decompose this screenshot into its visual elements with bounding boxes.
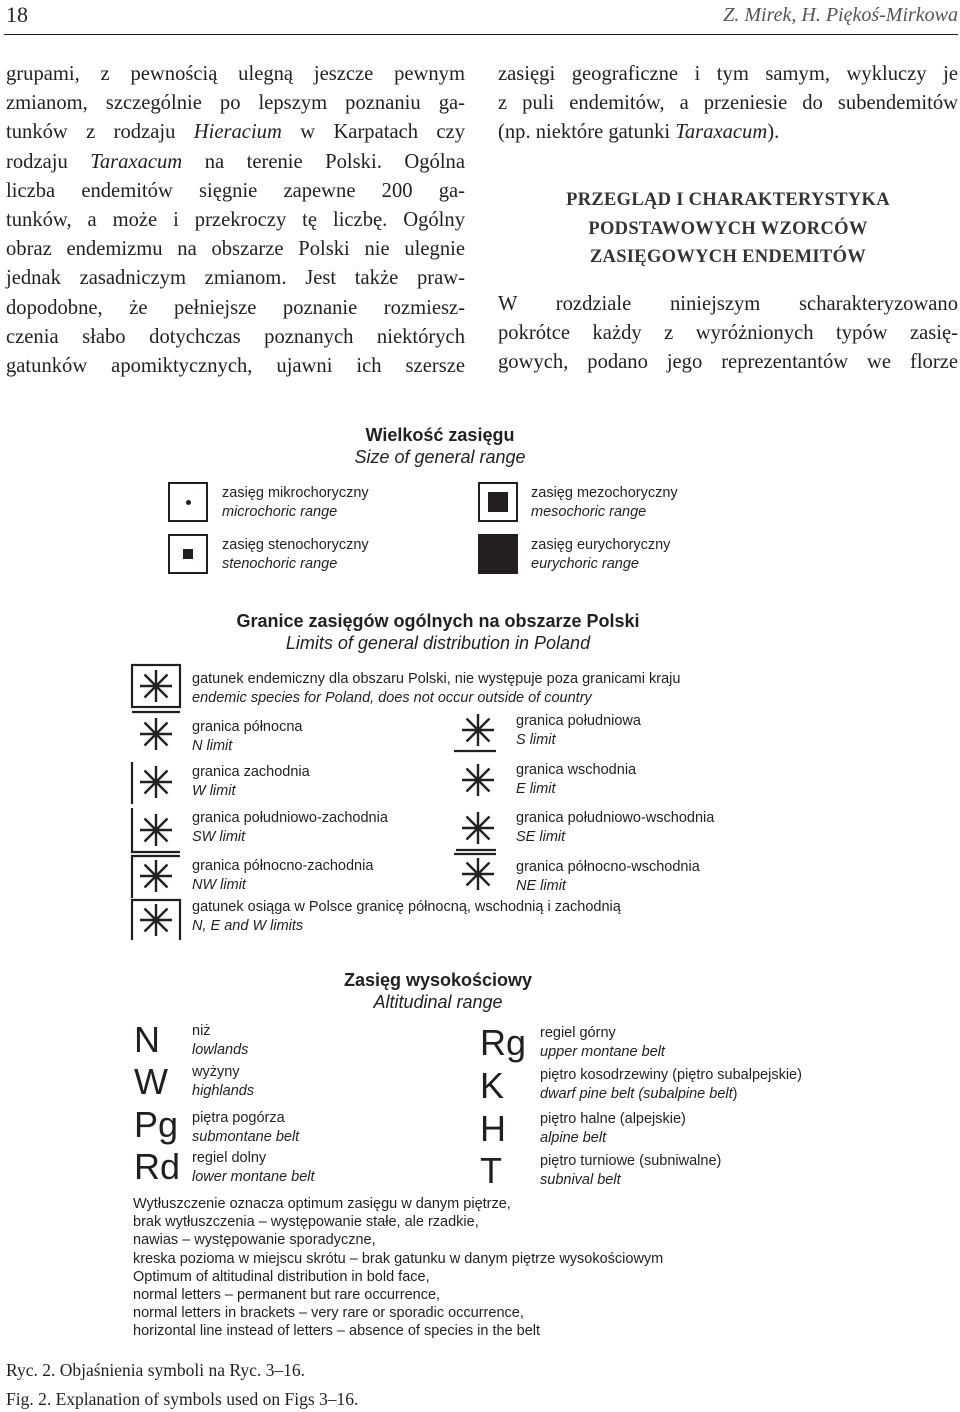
alt-legend-k: piętro kosodrzewiny (piętro subalpejskie) dwarf pine belt (subalpine belt)	[540, 1067, 802, 1102]
legend-s-limit: granica południowa S limit	[516, 713, 641, 748]
box-large-square-icon	[478, 482, 518, 522]
legend-w-limit: granica zachodnia W limit	[192, 764, 310, 799]
section-heading-line: PODSTAWOWYCH WZORCÓW	[588, 218, 868, 239]
legend-nw-limit: granica północno-zachodnia NW limit	[192, 858, 374, 893]
text-line: grupami, z pewnością ulegną jeszcze pewnym	[6, 63, 465, 85]
text-line: zasięgi geograficzne i tym samym, wykluczy je	[498, 63, 958, 85]
section-heading-line: ZASIĘGOWYCH ENDEMITÓW	[589, 247, 867, 267]
alt-code-t: T	[480, 1150, 502, 1191]
legend-microchoric-en: microchoric range	[222, 503, 338, 520]
alt-legend-pg: piętra pogórza submontane belt	[192, 1110, 300, 1145]
legend-se-limit: granica południowo-wschodnia SE limit	[516, 810, 715, 845]
legend-sw-limit: granica południowo-zachodnia SW limit	[192, 810, 388, 845]
altitude-title	[280, 969, 596, 1013]
text-line: obraz endemizmu na obszarze Polski nie ulegnie	[6, 238, 465, 261]
alt-code-h: H	[480, 1108, 506, 1149]
endemic-star-icon	[132, 665, 180, 707]
range-size-title-pl: Wielkość zasięgu	[365, 425, 515, 445]
header-rule	[4, 34, 958, 35]
text-line: tunków, a może i przekroczy tę liczbę. Ogólny	[6, 209, 465, 232]
range-size-title	[290, 424, 590, 468]
ne-limit-star-icon	[454, 854, 496, 896]
section-heading	[498, 186, 958, 272]
running-head: Z. Mirek, H. Piękoś-Mirkowa	[723, 4, 958, 26]
box-small-square-icon	[168, 534, 208, 574]
text-line: zmianom, szczególnie po lepszym poznaniu ga-	[6, 92, 465, 115]
new-limits-star-icon	[132, 900, 180, 940]
page-number: 18	[6, 2, 28, 27]
e-limit-star-icon	[462, 758, 496, 802]
legend-microchoric-pl: zasięg mikrochoryczny	[222, 485, 369, 501]
legend-stenochoric-pl: zasięg stenochoryczny	[222, 537, 369, 553]
sw-limit-star-icon	[132, 808, 180, 852]
w-limit-star-icon	[132, 762, 172, 804]
nw-limit-star-icon	[132, 856, 180, 898]
alt-legend-w: wyżyny highlands	[192, 1064, 255, 1099]
limits-title	[180, 610, 696, 654]
filled-square-icon	[478, 534, 518, 574]
legend-endemic	[192, 670, 680, 707]
text-line: gatunków apomiktycznych, ujawni ich szersze	[6, 355, 465, 378]
alt-code-pg: Pg	[134, 1104, 179, 1145]
alt-legend-t: piętro turniowe (subniwalne) subnival belt	[540, 1153, 722, 1188]
text-line: rodzaju Taraxacum na terenie Polski. Ogólna	[6, 150, 465, 173]
legend-new-limits: gatunek osiąga w Polsce granicę północną, wschodnią i zachodnią N, E and W limits	[192, 899, 621, 934]
section-body	[498, 290, 958, 378]
s-limit-star-icon	[454, 714, 496, 751]
left-column	[6, 60, 465, 381]
alt-code-k: K	[480, 1065, 505, 1106]
text-line: tunków z rodzaju Hieracium w Karpatach czy	[6, 121, 465, 144]
legend-mesochoric-en: mesochoric range	[531, 503, 647, 520]
text-line: czenia słabo dotychczas poznanych niektórych	[6, 325, 465, 348]
alt-legend-n: niż lowlands	[192, 1023, 249, 1058]
alt-code-w: W	[134, 1061, 168, 1102]
legend-stenochoric-en: stenochoric range	[222, 555, 338, 572]
alt-code-n: N	[134, 1019, 160, 1060]
se-limit-star-icon	[456, 806, 496, 850]
alt-code-rd: Rd	[134, 1146, 181, 1187]
alt-legend-rd: regiel dolny lower montane belt	[192, 1150, 315, 1185]
alt-legend-rg: regiel górny upper montane belt	[540, 1025, 665, 1060]
legend-n-limit: granica północna N limit	[192, 719, 303, 754]
legend-mesochoric	[531, 484, 678, 521]
text-line: liczba endemitów sięgnie zapewne 200 ga-	[6, 179, 465, 202]
section-heading-line: PRZEGLĄD I CHARAKTERYSTYKA	[566, 190, 890, 210]
legend-eurychoric	[531, 536, 670, 573]
altitude-title-pl: Zasięg wysokościowy	[343, 970, 533, 990]
text-line: W rozdziale niniejszym scharakteryzowano	[498, 293, 958, 315]
legend-endemic-pl: gatunek endemiczny dla obszaru Polski, nie występuje poza granicami kraju	[192, 671, 681, 687]
legend-endemic-en: endemic species for Poland, does not occur outside of country	[192, 689, 592, 706]
legend-eurychoric-en: eurychoric range	[531, 555, 639, 572]
alt-code-rg: Rg	[480, 1022, 527, 1063]
box-dot-icon	[168, 482, 208, 522]
text-line: gowych, podano jego reprezentantów we florze	[498, 351, 958, 374]
altitude-title-en: Altitudinal range	[373, 992, 503, 1012]
text-line: jednak zasadniczym zmianom. Jest także praw-	[6, 267, 465, 290]
text-line: (np. niektóre gatunki Taraxacum).	[498, 121, 780, 144]
right-column	[498, 60, 958, 148]
altitude-notes: Wytłuszczenie oznacza optimum zasięgu w danym piętrze, brak wytłuszczenia – występowanie stałe, ale rzadkie, nawias – występowanie sporadyczne, kreska pozioma w miejscu skrótu – brak gatunku w danym piętrze wysokościowym Optimum of altitudinal distribution in bold face, normal letters – permanent but rare occurrence, normal letters in brackets – very rare or sporadic occurrence, horizontal line instead of letters – absence of species in the belt	[133, 1196, 664, 1340]
text-line: dopodobne, że pełniejsze poznanie rozmiesz-	[6, 296, 465, 319]
text-line: z puli endemitów, a przeniesie do subendemitów	[498, 92, 958, 115]
legend-mesochoric-pl: zasięg mezochoryczny	[531, 485, 678, 501]
limits-title-en: Limits of general distribution in Poland	[285, 633, 591, 653]
alt-legend-h: piętro halne (alpejskie) alpine belt	[540, 1111, 686, 1146]
limits-title-pl: Granice zasięgów ogólnych na obszarze Polski	[236, 611, 640, 631]
legend-stenochoric	[222, 536, 369, 573]
range-size-title-en: Size of general range	[354, 447, 526, 467]
legend-e-limit: granica wschodnia E limit	[516, 762, 637, 797]
legend-eurychoric-pl: zasięg eurychoryczny	[531, 537, 671, 553]
n-limit-star-icon	[132, 712, 180, 750]
legend-ne-limit: granica północno-wschodnia NE limit	[516, 859, 700, 894]
caption-en: Fig. 2. Explanation of symbols used on Figs 3–16.	[6, 1389, 359, 1409]
caption-pl: Ryc. 2. Objaśnienia symboli na Ryc. 3–16.	[6, 1360, 305, 1380]
legend-microchoric	[222, 484, 369, 521]
text-line: pokrótce każdy z wyróżnionych typów zasię-	[498, 322, 958, 345]
